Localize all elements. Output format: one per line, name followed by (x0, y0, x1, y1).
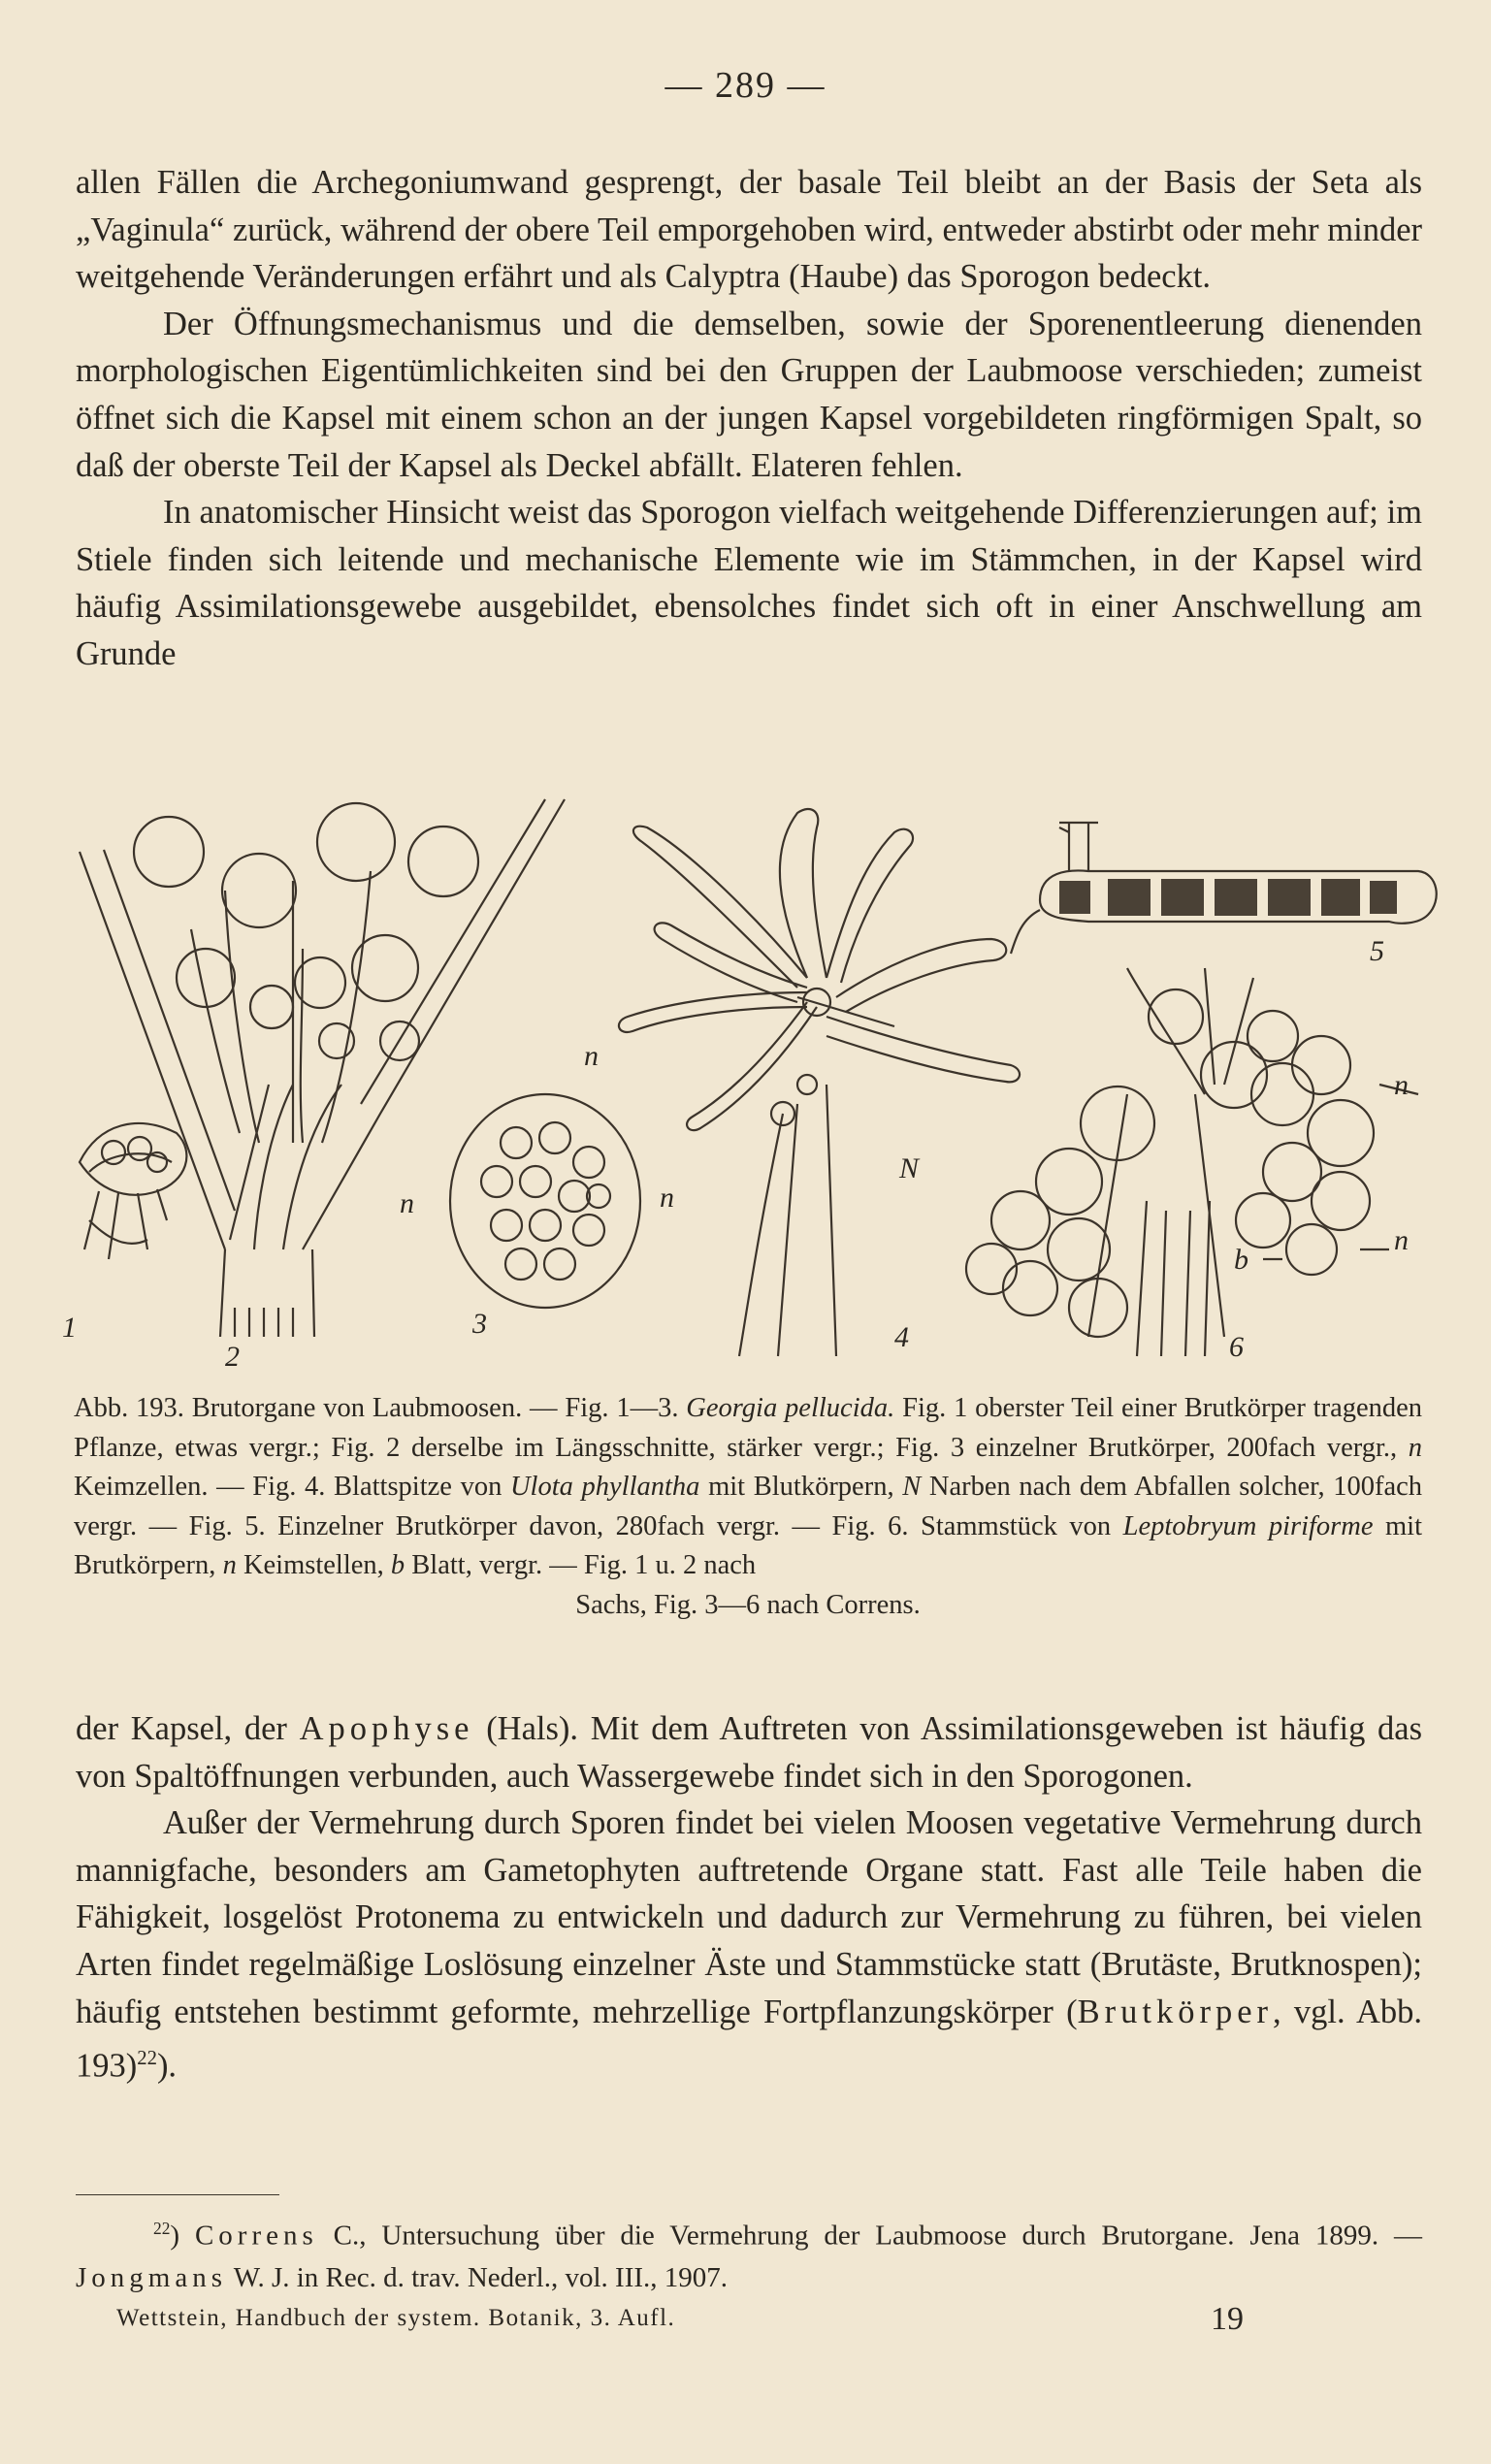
fig4-label: 4 (894, 1321, 909, 1353)
fig2-label: 2 (225, 1341, 240, 1368)
figure-illustration (60, 794, 1438, 1368)
fig1-plant (80, 1123, 186, 1259)
fig3-label: 3 (472, 1308, 487, 1340)
bottom-text (76, 1705, 1422, 2090)
fig3-n-right-label: n (660, 1182, 674, 1214)
footer-book-title: Wettstein, Handbuch der system. Botanik, 3. Aufl. (116, 2305, 676, 2331)
caption-last-line: Sachs, Fig. 3—6 nach Correns. (575, 1589, 921, 1620)
fig4-N-label: N (899, 1152, 920, 1184)
fig6-label: 6 (1229, 1331, 1244, 1363)
fig2-section (80, 799, 565, 1337)
fig5-label: 5 (1370, 935, 1384, 967)
top-text (76, 159, 1422, 678)
paragraph-1: allen Fällen die Archegoniumwand gesprengt, der basale Teil bleibt an der Basis der Seta als „Vaginula“ zurück, während der obere Teil emporgehoben wird, entweder abstirbt oder mehr minder weitgehende Veränderungen erfährt und als Calyptra (Haube) das Sporogon bedeckt. (76, 164, 1422, 296)
paragraph-2: Der Öffnungsmechanismus und die demselben, sowie der Sporenentleerung dienenden morphologischen Eigentümlichkeiten sind bei den Gruppen der Laubmoose verschieden; zumeist öffnet sich die Kapsel mit einem schon an der jungen Kapsel vorgebildeten ringförmigen Spalt, so daß der oberste Teil der Kapsel als Deckel abfällt. Elateren fehlen. (76, 305, 1422, 484)
fig5-brood-body (1011, 823, 1437, 954)
fig4-leaf-tip (619, 809, 1020, 1356)
figure-193 (60, 794, 1438, 1368)
fig3-n-left-label: n (400, 1187, 414, 1219)
page-number: — 289 — (664, 65, 827, 106)
fig6-stem-piece (966, 968, 1374, 1356)
fig6-n-right-label: n (1394, 1224, 1409, 1256)
footnote-marker: 22 (153, 2219, 171, 2238)
figure-caption (74, 1389, 1422, 1625)
caption-body: Abb. 193. Brutorgane von Laubmoosen. — Fig. 1—3. Georgia pellucida. Fig. 1 oberster Teil einer Brutkörper tragenden Pflanze, etwas vergr.; Fig. 2 derselbe im Längsschnitte, stärker vergr.; Fig. 3 einzelner Brutkörper, 200fach vergr., n Keimzellen. — Fig. 4. Blattspitze von Ulota phyllantha mit Blutkörpern, N Narben nach dem Abfallen solcher, 100fach vergr. — Fig. 5. Einzelner Brutkörper davon, 280fach vergr. — Fig. 6. Stammstück von Leptobryum piriforme mit Brutkörpern, n Keimstellen, b Blatt, vergr. — Fig. 1 u. 2 nach (74, 1393, 1423, 1580)
fig1-label: 1 (62, 1312, 77, 1344)
paragraph-3: In anatomischer Hinsicht weist das Sporogon vielfach weitgehende Differenzierungen auf; im Stiele finden sich leitende und mechanische Elemente wie im Stämmchen, in der Kapsel wird häufig Assimilationsgewebe ausgebildet, ebensolches findet sich oft in einer Anschwellung am Grunde (76, 494, 1422, 672)
paragraph-5: Außer der Vermehrung durch Sporen findet bei vielen Moosen vegetative Vermehrung durch mannigfache, besonders am Gametophyten auftretende Organe statt. Fast alle Teile haben die Fähigkeit, losgelöst Protonema zu entwickeln und dadurch zur Vermehrung zu führen, bei vielen Arten findet regelmäßige Loslösung einzelner Äste und Stammstücke statt (Brutäste, Brutknospen); häufig entstehen bestimmt geformte, mehrzellige Fortpflanzungskörper (Brutkörper, vgl. Abb. 193)$^{22}$). (76, 1804, 1422, 2085)
fig3-brood-body (450, 1094, 640, 1308)
fig3-n-top-label: n (584, 1040, 599, 1072)
fig6-b-label: b (1234, 1244, 1248, 1276)
footer-signature: 19 (1211, 2301, 1244, 2337)
paragraph-4: der Kapsel, der Apophyse (Hals). Mit dem Auftreten von Assimilationsgeweben ist häufig das von Spaltöffnungen verbunden, auch Wassergewebe findet sich in den Sporogonen. (76, 1710, 1422, 1795)
footnote-rule (76, 2194, 279, 2195)
fig6-n-top-label: n (1394, 1069, 1409, 1101)
footnote: $^{22}$) Correns C., Untersuchung über die Vermehrung der Laubmoose durch Brutorgane. Jena 1899. — Jongmans W. J. in Rec. d. trav. Nederl., vol. III., 1907. (76, 2219, 1422, 2293)
